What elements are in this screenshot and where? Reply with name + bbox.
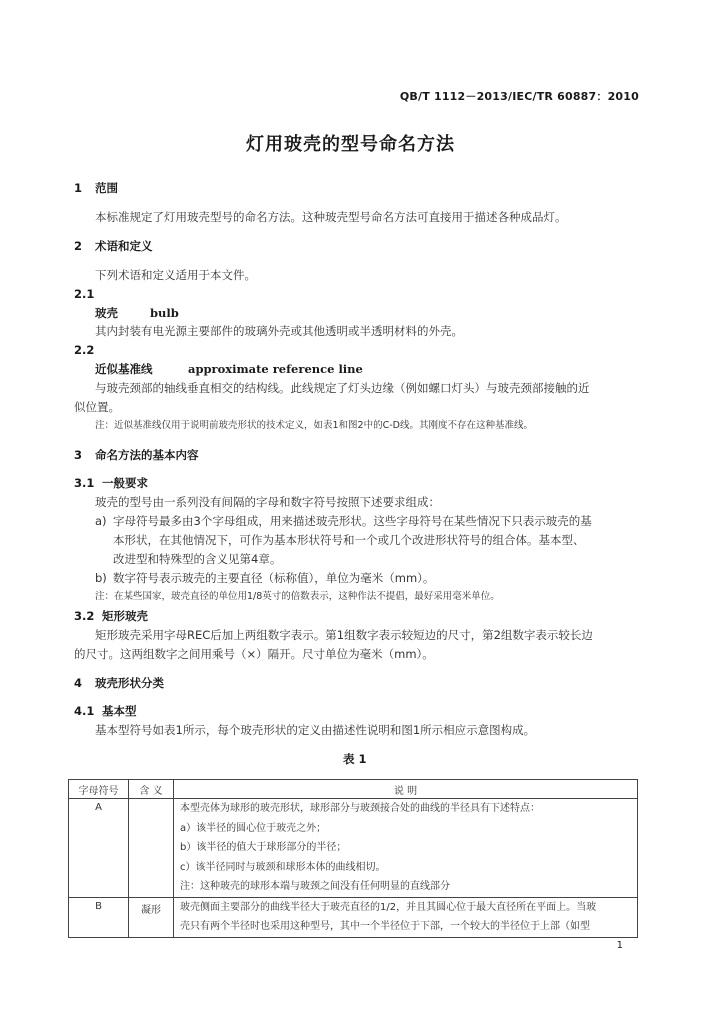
section-3-number: 3: [74, 448, 83, 462]
term-2-1-cn: 玻壳: [95, 306, 118, 320]
section-4-number: 4: [74, 676, 83, 690]
col-header-meaning: 含 义: [129, 780, 174, 799]
row-b-desc-line: 壳只有两个半径时也采用这种型号，其中一个半径位于下部，一个较大的半径位于上部（如型: [180, 921, 590, 932]
section-3-2-line1: 矩形玻壳采用字母REC后加上两组数字表示。第1组数字表示较短边的尺寸，第2组数字表示较长边: [95, 628, 593, 642]
section-1-text: 本标准规定了灯用玻壳型号的命名方法。这种玻壳型号命名方法可直接用于描述各种成品灯。: [95, 210, 567, 224]
item-a-label: a): [95, 514, 107, 528]
section-3-2-number: 3.2: [74, 609, 95, 623]
section-4-1-number: 4.1: [74, 704, 95, 718]
col-header-symbol: 字母符号: [69, 780, 129, 799]
row-b-symbol: B: [69, 897, 129, 937]
row-a-meaning: [129, 799, 174, 898]
table-header-row: [69, 780, 638, 799]
page-title: 灯用玻壳的型号命名方法: [246, 134, 455, 155]
section-4-1-heading: 基本型: [102, 704, 137, 718]
term-2-2-def-line2: 似位置。: [74, 400, 120, 414]
row-a-desc-line: c）该半径同时与玻颈和球形本体的曲线相切。: [180, 861, 386, 873]
section-3-heading: 命名方法的基本内容: [95, 448, 199, 462]
row-b-desc: [174, 897, 638, 937]
term-2-1-en: bulb: [150, 306, 179, 320]
term-2-2-cn: 近似基准线: [95, 362, 153, 376]
section-3-2-line2: 的尺寸。这两组数字之间用乘号（×）隔开。尺寸单位为毫米（mm）。: [74, 647, 434, 661]
term-2-2-def-line1: 与玻壳颈部的轴线垂直相交的结构线。此线规定了灯头边缘（例如螺口灯头）与玻壳颈部接触的近: [95, 381, 590, 395]
section-3-1-heading: 一般要求: [102, 476, 148, 490]
standard-code: QB/T 1112－2013/IEC/TR 60887：2010: [399, 90, 639, 103]
section-1-heading: 范围: [95, 181, 118, 195]
table-caption: 表 1: [343, 752, 367, 766]
term-2-2-en: approximate reference line: [188, 362, 363, 376]
row-a-desc-note: 注：这种玻壳的球形本端与玻颈之间没有任何明显的直线部分: [180, 881, 450, 892]
row-a-symbol: A: [69, 799, 129, 898]
item-a-line2: 本形状，在其他情况下，可作为基本形状符号和一个或几个改进形状符号的组合体。基本型、: [113, 533, 585, 547]
section-2-heading: 术语和定义: [95, 239, 153, 253]
section-1-number: 1: [74, 181, 83, 195]
item-b-line: 数字符号表示玻壳的主要直径（标称值），单位为毫米（mm）。: [113, 571, 435, 585]
col-header-desc: 说 明: [174, 780, 638, 799]
term-2-2-number: 2.2: [74, 343, 95, 357]
item-a-line3: 改进型和特殊型的含义见第4章。: [113, 552, 282, 566]
table-row: [69, 897, 638, 937]
row-a-desc-line: b）该半径的值大于球形部分的半径；: [180, 842, 347, 853]
item-a-line1: 字母符号最多由3个字母组成，用来描述玻壳形状。这些字母符号在某些情况下只表示玻壳的基: [113, 514, 592, 528]
section-3-1-number: 3.1: [74, 476, 95, 490]
section-2-number: 2: [74, 239, 83, 253]
term-2-1-number: 2.1: [74, 287, 95, 301]
table-row: [69, 799, 638, 898]
row-a-desc-line: a）该半径的圆心位于玻壳之外；: [180, 822, 327, 834]
term-2-2-note: 注：近似基准线仅用于说明前玻壳形状的技术定义，如表1和图2中的C-D线。其刚度不存在这种基准线。: [95, 420, 533, 431]
section-4-heading: 玻壳形状分类: [95, 676, 164, 690]
section-3-2-heading: 矩形玻壳: [102, 609, 148, 623]
row-b-desc-line: 玻壳侧面主要部分的曲线半径大于玻壳直径的1/2，并且其圆心位于最大直径所在平面上。当玻: [180, 901, 597, 913]
item-b-label: b): [95, 571, 107, 585]
section-3-1-note: 注：在某些国家，玻壳直径的单位用1/8英寸的倍数表示，这种作法不提倡，最好采用毫米单位。: [95, 591, 500, 602]
row-a-desc-line: 本型壳体为球形的玻壳形状，球形部分与玻颈接合处的曲线的半径具有下述特点：: [180, 803, 540, 814]
section-2-text: 下列术语和定义适用于本文件。: [95, 268, 256, 282]
section-3-1-intro: 玻壳的型号由一系列没有间隔的字母和数字符号按照下述要求组成：: [95, 495, 440, 509]
term-2-1-def: 其内封装有电光源主要部件的玻璃外壳或其他透明或半透明材料的外壳。: [95, 324, 463, 338]
page-number: 1: [616, 940, 623, 951]
row-b-meaning: 凝形: [129, 897, 174, 937]
table-1: [68, 779, 638, 938]
section-4-1-text: 基本型符号如表1所示，每个玻壳形状的定义由描述性说明和图1所示相应示意图构成。: [95, 723, 536, 737]
row-a-desc: [174, 799, 638, 898]
